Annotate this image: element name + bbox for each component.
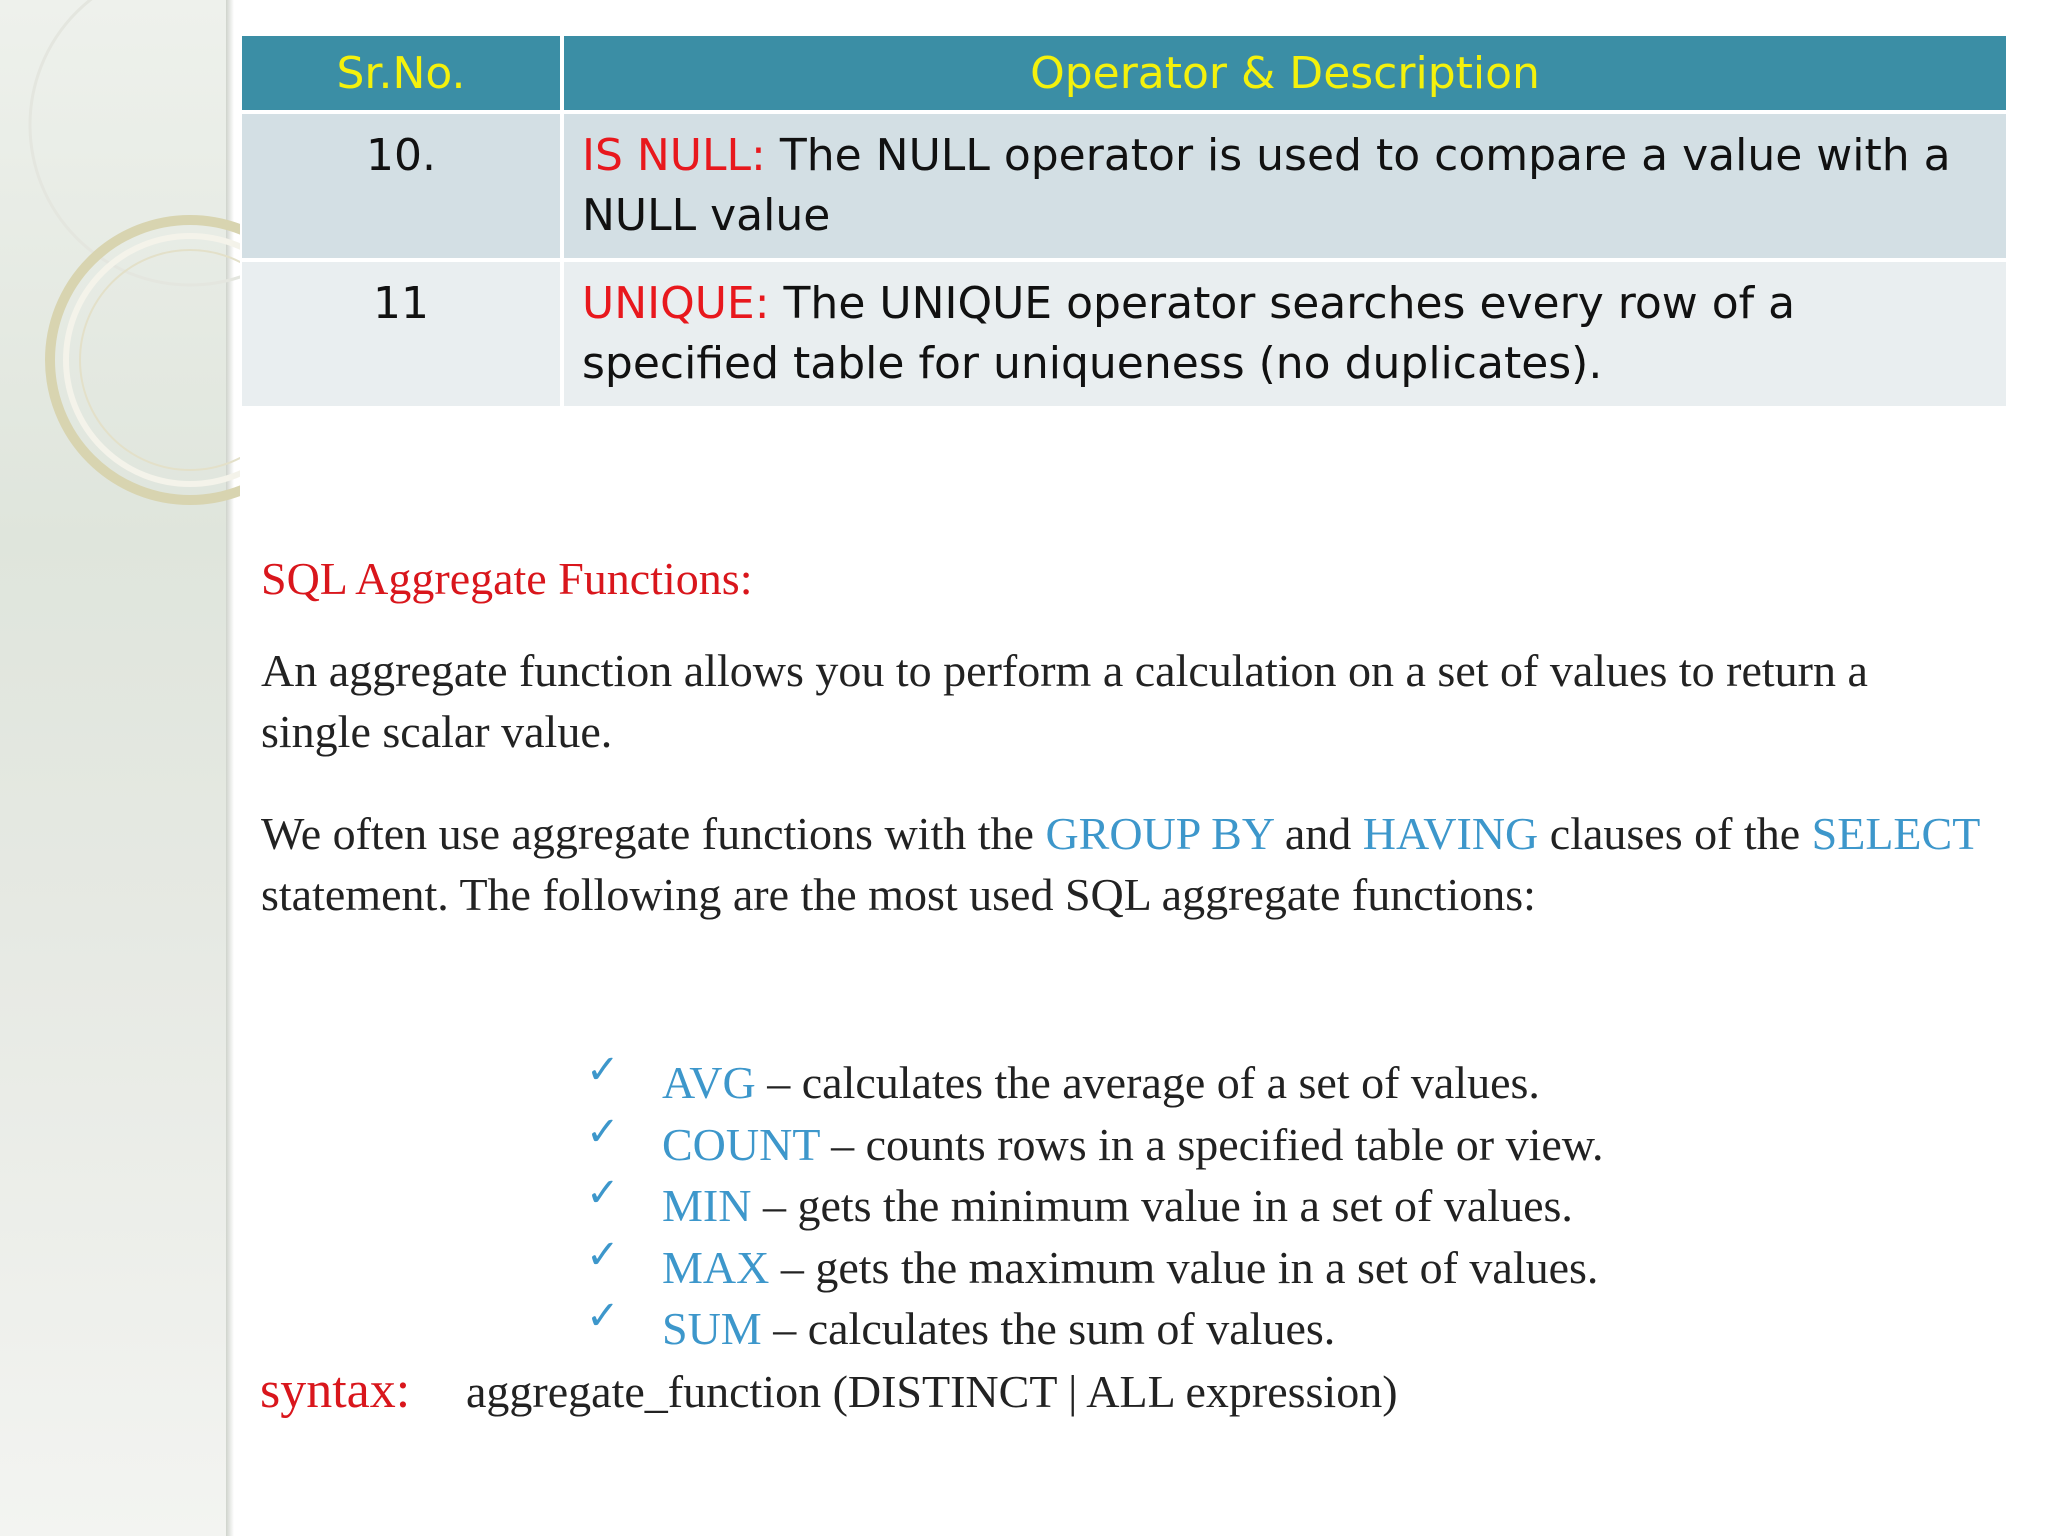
syntax-label: syntax: [260, 1362, 411, 1419]
table-row [242, 114, 2006, 258]
clause-text: clauses of the [1538, 808, 1812, 859]
function-description: – gets the maximum value in a set of values. [769, 1241, 1599, 1293]
keyword-select: SELECT [1811, 808, 1980, 859]
row-sr-number: 11 [242, 262, 560, 406]
function-description: – calculates the average of a set of values. [755, 1057, 1540, 1108]
operator-table [238, 32, 2010, 410]
row-sr-number: 10. [242, 114, 560, 258]
check-icon: ✓ [586, 1293, 620, 1339]
function-name: SUM [662, 1303, 762, 1354]
operator-name: UNIQUE: [582, 278, 770, 329]
syntax-line [260, 1360, 1398, 1423]
function-name: MIN [662, 1180, 752, 1231]
clause-text: statement. The following are the most used SQL aggregate functions: [261, 869, 1536, 920]
clauses-paragraph [261, 803, 2001, 925]
check-icon: ✓ [586, 1047, 620, 1093]
list-item [586, 1293, 1604, 1360]
check-icon: ✓ [586, 1170, 620, 1216]
function-description: – counts rows in a specified table or view. [819, 1118, 1604, 1170]
table-header-row [242, 36, 2006, 110]
aggregate-function-list [586, 1047, 1604, 1360]
header-sr-no: Sr.No. [242, 36, 560, 110]
list-item [586, 1108, 1604, 1176]
keyword-having: HAVING [1362, 808, 1539, 859]
operator-name: IS NULL: [582, 130, 766, 181]
keyword-group-by: GROUP BY [1045, 808, 1274, 859]
aggregate-functions-heading: SQL Aggregate Functions: [261, 553, 753, 604]
operator-description: The UNIQUE operator searches every row of a specified table for uniqueness (no duplicates). [582, 278, 1796, 389]
function-description: – gets the minimum value in a set of values. [751, 1180, 1573, 1231]
table-row [242, 262, 2006, 406]
check-icon: ✓ [586, 1231, 620, 1278]
row-description [564, 262, 2006, 406]
row-description [564, 114, 2006, 258]
function-name: COUNT [662, 1118, 820, 1170]
header-operator-description: Operator & Description [564, 36, 2006, 110]
function-name: MAX [662, 1241, 770, 1293]
function-name: AVG [662, 1057, 756, 1108]
syntax-text: aggregate_function (DISTINCT | ALL expression) [466, 1366, 1398, 1417]
check-icon: ✓ [586, 1108, 620, 1155]
clause-text: and [1273, 808, 1363, 859]
clause-text: We often use aggregate functions with the [261, 808, 1046, 859]
list-item [586, 1047, 1604, 1114]
intro-paragraph: An aggregate function allows you to perform a calculation on a set of values to return a single scalar value. [261, 645, 1868, 757]
list-item [586, 1231, 1604, 1299]
function-description: – calculates the sum of values. [761, 1303, 1336, 1354]
operator-description: The NULL operator is used to compare a value with a NULL value [582, 130, 1951, 241]
decorative-rings [0, 0, 240, 520]
list-item [586, 1170, 1604, 1237]
